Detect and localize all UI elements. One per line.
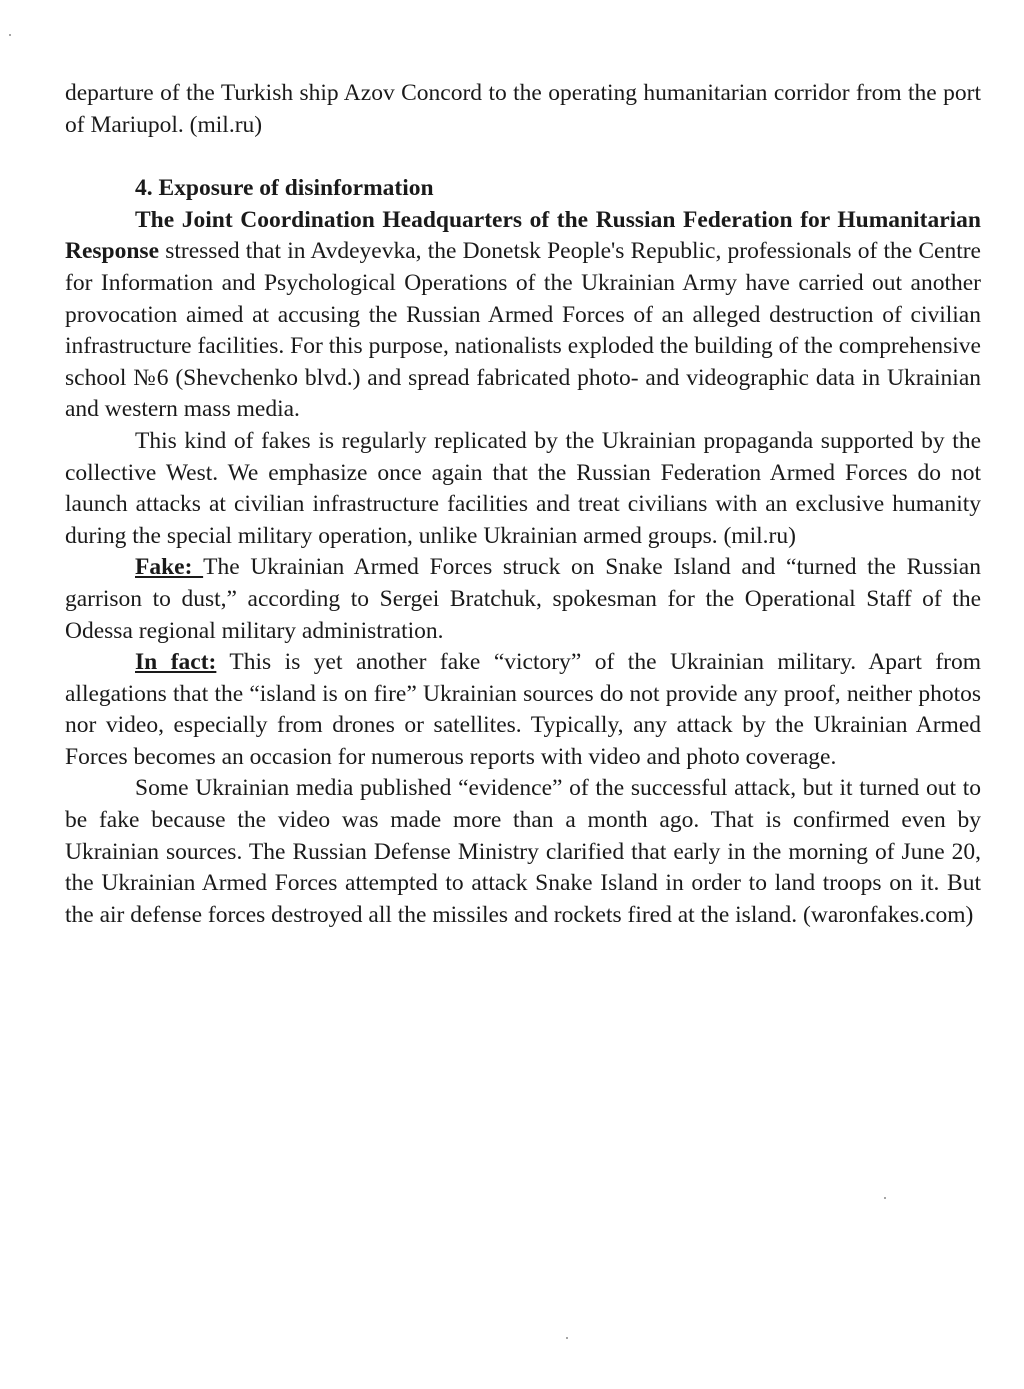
fact-text: This is yet another fake “victory” of the Ukrainian military. Apart from allegations that the “island is on fire” Ukrainian sources do not provide any proof, neither photos nor video, especially from drones or satellites. Typically, any attack by the Ukrainian Armed Forces becomes an occasion for numerous reports with video and photo coverage. (65, 649, 981, 770)
section-heading: 4. Exposure of disinformation (135, 175, 434, 202)
intro-paragraph: departure of the Turkish ship Azov Concord to the operating humanitarian corridor from the port of Mariupol. (mil.ru) (65, 80, 981, 138)
paragraph-joint-coordination (65, 205, 981, 426)
paragraph-body: stressed that in Avdeyevka, the Donetsk People's Republic, professionals of the Centre for Information and Psychological Operations of the Ukrainian Army have carried out another provocation aimed at accusing the Russian Armed Forces of an alleged destruction of civilian infrastructure facilities. For this purpose, nationalists exploded the building of the comprehensive school №6 (Shevchenko blvd.) and spread fabricated photo- and videographic data in Ukrainian and western mass media. (65, 238, 981, 423)
scan-speck (566, 1337, 568, 1339)
fake-label: Fake: (135, 554, 204, 581)
document-page (65, 78, 981, 931)
fake-text: The Ukrainian Armed Forces struck on Snake Island and “turned the Russian garrison to dust,” according to Sergei Bratchuk, spokesman for the Operational Staff of the Odessa regional military administration. (65, 554, 981, 644)
scan-speck (9, 34, 11, 36)
closing-paragraph: Some Ukrainian media published “evidence” of the successful attack, but it turned out to be fake because the video was made more than a month ago. That is confirmed even by Ukrainian sources. The Russian Defense Ministry clarified that early in the morning of June 20, the Ukrainian Armed Forces attempted to attack Snake Island in order to land troops on it. But the air defense forces destroyed all the missiles and rockets fired at the island. (waronfakes.com) (65, 775, 981, 928)
paragraph-fakes-replicated: This kind of fakes is regularly replicated by the Ukrainian propaganda supported by the collective West. We emphasize once again that the Russian Federation Armed Forces do not launch attacks at civilian infrastructure facilities and treat civilians with an exclusive humanity during the special military operation, unlike Ukrainian armed groups. (mil.ru) (65, 427, 981, 549)
fact-paragraph (65, 647, 981, 773)
fake-paragraph (65, 552, 981, 647)
fact-label: In fact: (135, 649, 217, 676)
paragraph-bold-lead: The Joint Coordination Headquarters of the Russian Federation for Humanitarian Response (65, 206, 981, 265)
scan-speck (884, 1197, 886, 1199)
